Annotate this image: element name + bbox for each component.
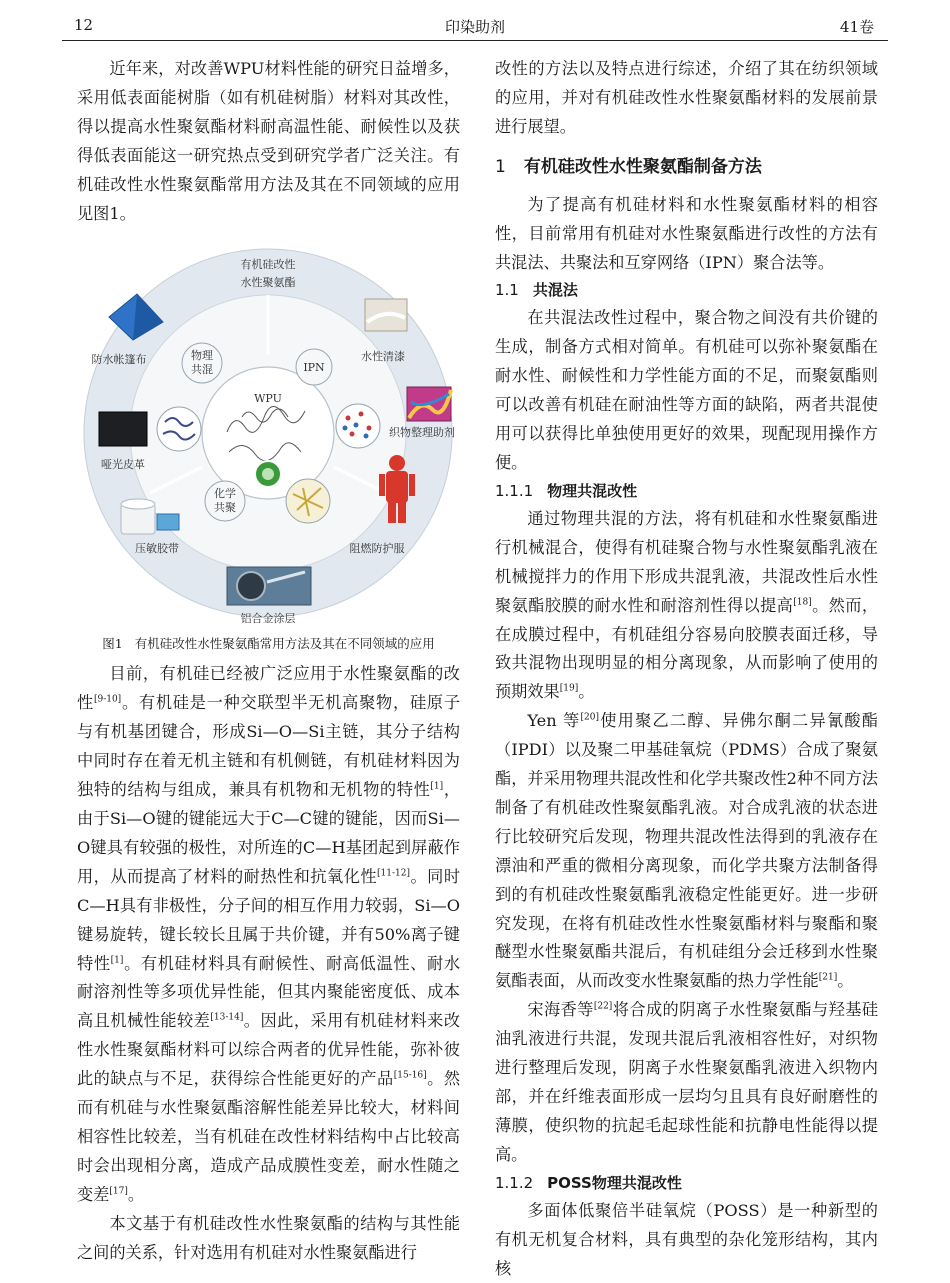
section-1-1-2-heading: 1.1.2 POSS物理共混改性 <box>495 1173 682 1192</box>
chemical-label-2: 共聚 <box>214 501 236 515</box>
yen-study-paragraph: Yen 等[20]使用聚乙二醇、异佛尔酮二异氰酸酯（IPDI）以及聚二甲基硅氧烷（PDMS）合成了聚氨酯，并采用物理共混改性和化学共聚改性2种不同方法制备了有机硅改性聚氨酯乳液。对合成乳液的状态进行比较研究后发现，物理共混改性法得到的乳液存在漂油和严重的微相分离现象，而化学共聚方法制备得到的有机硅改性聚氨酯乳液稳定性能更好。进一步研究发现，在将有机硅改性水性聚氨酯材料与聚酯和聚醚型水性聚氨酯共混后，有机硅组分会迁移到水性聚氨酯表面，从而改变水性聚氨酯的热力学性能[21]。 <box>495 711 878 991</box>
running-header <box>62 10 888 41</box>
app-tape-label: 压敏胶带 <box>135 542 179 556</box>
silicone-paragraph: 目前，有机硅已经被广泛应用于水性聚氨酯的改性[9-10]。有机硅是一种交联型半无机高聚物，硅原子与有机基团键合，形成Si—O—Si主链，其分子结构中同时存在着无机主链和有机侧链，有机硅材料因为独特的结构与组成，兼具有机物和无机物的特性[1]，由于Si—O键的键能远大于C—C键的键能，因而Si—O键具有较强的极性，对所连的C—H基团起到屏蔽作用，从而提高了材料的耐热性和抗氧化性[11-12]。同时C—H具有非极性，分子间的相互作用力较弱，Si—O键易旋转，键长较长且属于共价键，并有50%离子键特性[1]。有机硅材料具有耐候性、耐高低温性、耐水耐溶剂性等多项优异性能，但其内聚能密度低、成本高且机械性能较差[13-14]。因此，采用有机硅材料来改性水性聚氨酯材料可以综合两者的优异性能，弥补彼此的缺点与不足，获得综合性能更好的产品[15-16]。然而有机硅与水性聚氨酯溶解性能差异比较大，材料间相容性比较差，当有机硅在改性材料结构中占比较高时会出现相分离，造成产品成膜性变差，耐水性随之变差[17]。 <box>77 664 461 1204</box>
volume-label: 41卷 <box>839 18 874 36</box>
section-1-1-heading: 1.1 共混法 <box>495 281 578 300</box>
figure-1 <box>77 242 460 628</box>
app-finishing-label: 织物整理助剂 <box>389 426 455 440</box>
song-study-paragraph: 宋海香等[22]将合成的阴离子水性聚氨酯与羟基硅油乳液进行共混，发现共混后乳液相容性好，对织物进行整理后发现，阴离子水性聚氨酯乳液进入织物内部，并在纤维表面形成一层均匀且具有良好耐磨性的薄膜，使织物的抗起毛起球性能和抗静电性能得以提高。 <box>495 1000 879 1164</box>
physical-blend-paragraph: 通过物理共混的方法，将有机硅和水性聚氨酯进行机械混合，使得有机硅聚合物与水性聚氨酯乳液在机械搅拌力的作用下形成共混乳液，共混改性后水性聚氨酯胶膜的耐水性和耐溶剂性得以提高[18]。然而，在成膜过程中，有机硅组分容易向胶膜表面迁移，导致共混物出现明显的相分离现象，从而影响了使用的预期效果[19]。 <box>495 508 879 702</box>
wpu-label: WPU <box>254 392 282 406</box>
figure-number: 图1 <box>102 636 123 652</box>
ipn-label: IPN <box>303 361 325 375</box>
app-leather-label: 哑光皮革 <box>101 458 145 472</box>
methods-paragraph: 为了提高有机硅材料和水性聚氨酯材料的相容性，目前常用有机硅对水性聚氨酯进行改性的方法有共混法、共聚法和互穿网络（IPN）聚合法等。 <box>495 194 878 272</box>
poss-paragraph: 多面体低聚倍半硅氧烷（POSS）是一种新型的有机无机复合材料，具有典型的杂化笼形结构，其内核 <box>495 1200 878 1278</box>
leather-icon <box>99 412 147 446</box>
right-column <box>495 55 878 1283</box>
figure-caption <box>77 634 460 654</box>
journal-title: 印染助剂 <box>444 18 505 36</box>
page-number: 12 <box>74 16 94 34</box>
figure-diagram <box>77 242 460 628</box>
scope-paragraph: 本文基于有机硅改性水性聚氨酯的结构与其性能之间的关系，针对选用有机硅对水性聚氨酯进行 <box>77 1213 460 1262</box>
figure-title-line1: 有机硅改性 <box>240 258 296 272</box>
physical-label-2: 共混 <box>191 363 213 377</box>
figure-title-line2: 水性聚氨酯 <box>240 276 296 290</box>
figure-caption-text: 有机硅改性水性聚氨酯常用方法及其在不同领域的应用 <box>134 636 435 652</box>
app-fireproof-label: 阻燃防护服 <box>349 542 405 556</box>
section-1-1-1-heading: 1.1.1 物理共混改性 <box>495 481 638 500</box>
app-aluminum-label: 铝合金涂层 <box>240 612 296 626</box>
app-tent-label: 防水帐篷布 <box>91 353 147 367</box>
intro-paragraph: 近年来，对改善WPU材料性能的研究日益增多，采用低表面能树脂（如有机硅树脂）材料对其改性，得以提高水性聚氨酯材料耐高温性能、耐候性以及获得低表面能这一研究热点受到研究学者广泛关注。有机硅改性水性聚氨酯常用方法及其在不同领域的应用见图1。 <box>77 59 460 223</box>
left-column <box>77 55 460 1267</box>
physical-label-1: 物理 <box>191 349 213 363</box>
scope-continued-paragraph: 改性的方法以及特点进行综述，介绍了其在纺织领域的应用，并对有机硅改性水性聚氨酯材料的发展前景进行展望。 <box>495 59 878 136</box>
blend-structure-image <box>157 407 201 451</box>
chemical-label-1: 化学 <box>214 487 236 501</box>
section-1-heading: 1 有机硅改性水性聚氨酯制备方法 <box>495 156 762 177</box>
blending-paragraph: 在共混法改性过程中，聚合物之间没有共价键的生成，制备方式相对简单。有机硅可以弥补聚氨酯在耐水性、耐候性和力学性能方面的不足，而聚氨酯则可以改善有机硅在耐油性等方面的缺陷，两者共混使用可以获得比单独使用更好的效果，现配现用操作方便。 <box>495 308 878 472</box>
app-cleaning-label: 水性清漆 <box>361 350 405 364</box>
